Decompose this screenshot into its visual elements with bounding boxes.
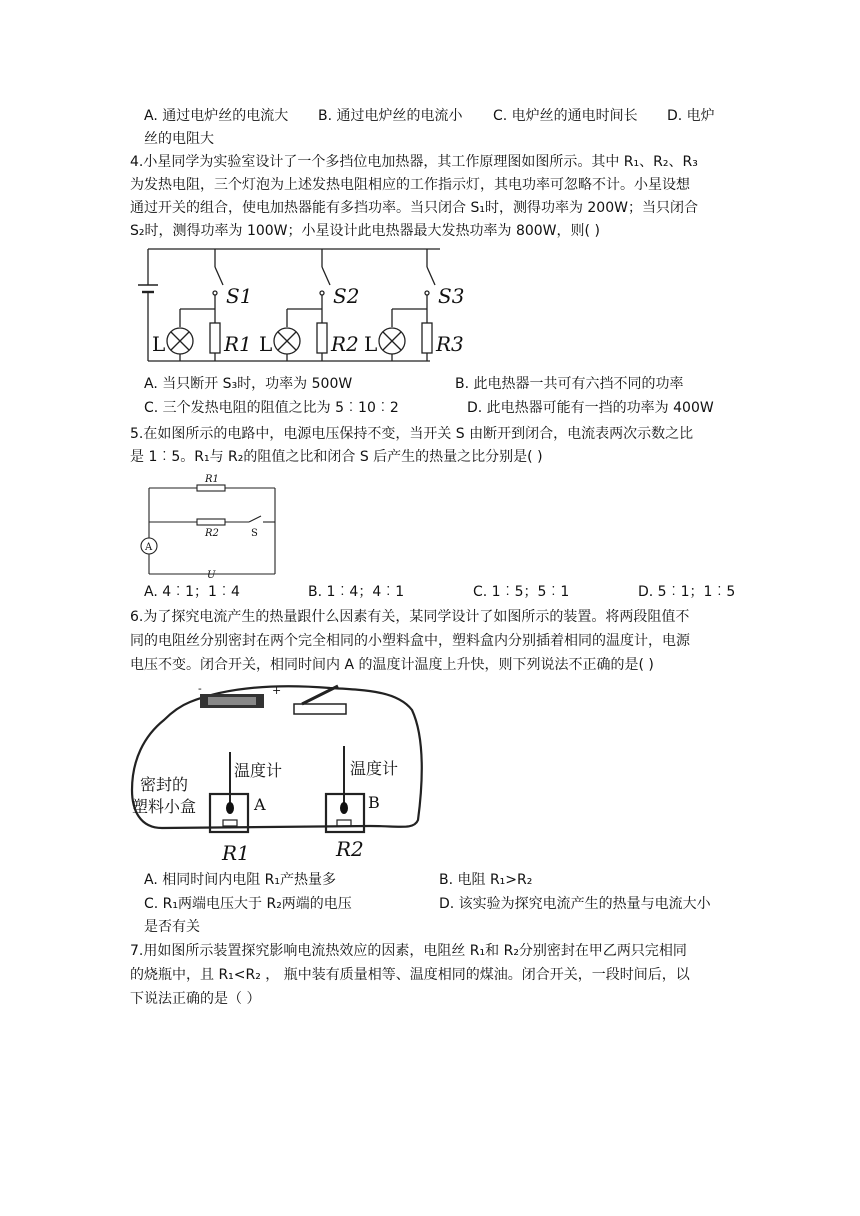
sealed-box-label-line1: 密封的 <box>140 775 189 794</box>
switch-s3-label: S3 <box>438 284 465 308</box>
q6-option-d-continued: 是否有关 <box>144 919 200 935</box>
resistor-r1-label: R1 <box>205 474 219 485</box>
q6-text-line: 同的电阻丝分别密封在两个完全相同的小塑料盒中，塑料盒内分别插着相同的温度计，电源 <box>130 633 690 649</box>
q4-text-line: 通过开关的组合，使电加热器能有多挡功率。当只闭合 S₁时，测得功率为 200W；当只闭合 <box>130 200 698 216</box>
q5-circuit-diagram <box>135 470 285 580</box>
q6-option-d: D. 该实验为探究电流产生的热量与电流大小 <box>439 896 711 912</box>
resistor-r2-label: R2 <box>331 332 359 356</box>
q4-option-c: C. 三个发热电阻的阻值之比为 5︰10︰2 <box>144 400 399 416</box>
q3-option-c: C. 电炉丝的通电时间长 <box>493 108 638 124</box>
lamp-l1-label: L <box>152 332 166 356</box>
q5-option-c: C. 1︰5；5︰1 <box>473 584 570 600</box>
q7-text-line: 的烧瓶中，且 R₁<R₂ ， 瓶中装有质量相等、温度相同的煤油。闭合开关，一段时间后，以 <box>130 967 690 983</box>
q4-option-a: A. 当只断开 S₃时，功率为 500W <box>144 376 353 392</box>
q4-option-d: D. 此电热器可能有一挡的功率为 400W <box>467 400 714 416</box>
q3-option-a: A. 通过电炉丝的电流大 <box>144 108 289 124</box>
q6-text-line: 6.为了探究电流产生的热量跟什么因素有关，某同学设计了如图所示的装置。将两段阻值不 <box>130 609 690 625</box>
switch-s-label: S <box>251 528 258 539</box>
q6-option-a: A. 相同时间内电阻 R₁产热量多 <box>144 872 337 888</box>
battery-minus-label: - <box>198 682 202 695</box>
q4-text-line: S₂时，测得功率为 100W；小星设计此电热器最大发热功率为 800W，则( ) <box>130 223 600 239</box>
q4-option-b: B. 此电热器一共可有六挡不同的功率 <box>455 376 684 392</box>
q6-apparatus-diagram <box>130 680 430 864</box>
q3-option-d: D. 电炉 <box>667 108 715 124</box>
thermometer-a-label: 温度计 <box>234 761 283 780</box>
thermometer-b-label: 温度计 <box>350 759 399 778</box>
lamp-l3-label: L <box>364 332 378 356</box>
battery-plus-label: + <box>272 684 282 697</box>
q5-option-d: D. 5︰1；1︰5 <box>638 584 736 600</box>
q6-option-b: B. 电阻 R₁>R₂ <box>439 872 533 888</box>
ammeter-label: A <box>145 542 153 553</box>
sealed-box-label-line2: 塑料小盒 <box>132 797 197 816</box>
q7-text-line: 7.用如图所示装置探究影响电流热效应的因素，电阻丝 R₁和 R₂分别密封在甲乙两只完相同 <box>130 943 687 959</box>
switch-s1-label: S1 <box>226 284 253 308</box>
q5-text-line: 5.在如图所示的电路中，电源电压保持不变，当开关 S 由断开到闭合，电流表两次示数之比 <box>130 426 694 442</box>
q4-text-line: 为发热电阻，三个灯泡为上述发热电阻相应的工作指示灯，其电功率可忽略不计。小星设想 <box>130 177 690 193</box>
q4-text-line: 4.小星同学为实验室设计了一个多挡位电加热器，其工作原理图如图所示。其中 R₁、R₂、R₃ <box>130 154 698 170</box>
q7-text-line: 下说法正确的是（ ） <box>130 991 261 1007</box>
lamp-l2-label: L <box>259 332 273 356</box>
q3-option-b: B. 通过电炉丝的电流小 <box>318 108 463 124</box>
resistor-r1-label: R1 <box>224 332 252 356</box>
box-b-label: B <box>368 793 380 812</box>
q6-option-c: C. R₁两端电压大于 R₂两端的电压 <box>144 896 352 912</box>
q3-option-d-continued: 丝的电阻大 <box>144 131 214 147</box>
resistor-r1-label: R1 <box>222 841 250 864</box>
resistor-r2-label: R2 <box>205 528 219 539</box>
resistor-r2-label: R2 <box>336 837 364 861</box>
q6-text-line: 电压不变。闭合开关，相同时间内 A 的温度计温度上升快，则下列说法不正确的是( ) <box>130 657 654 673</box>
q5-option-b: B. 1︰4；4︰1 <box>308 584 405 600</box>
resistor-r3-label: R3 <box>436 332 464 356</box>
q5-option-a: A. 4︰1；1︰4 <box>144 584 240 600</box>
box-a-label: A <box>254 795 266 814</box>
switch-s2-label: S2 <box>333 284 360 308</box>
q4-circuit-diagram <box>130 245 470 367</box>
q5-text-line: 是 1︰5。R₁与 R₂的阻值之比和闭合 S 后产生的热量之比分别是( ) <box>130 449 543 465</box>
voltage-u-label: U <box>207 570 216 580</box>
